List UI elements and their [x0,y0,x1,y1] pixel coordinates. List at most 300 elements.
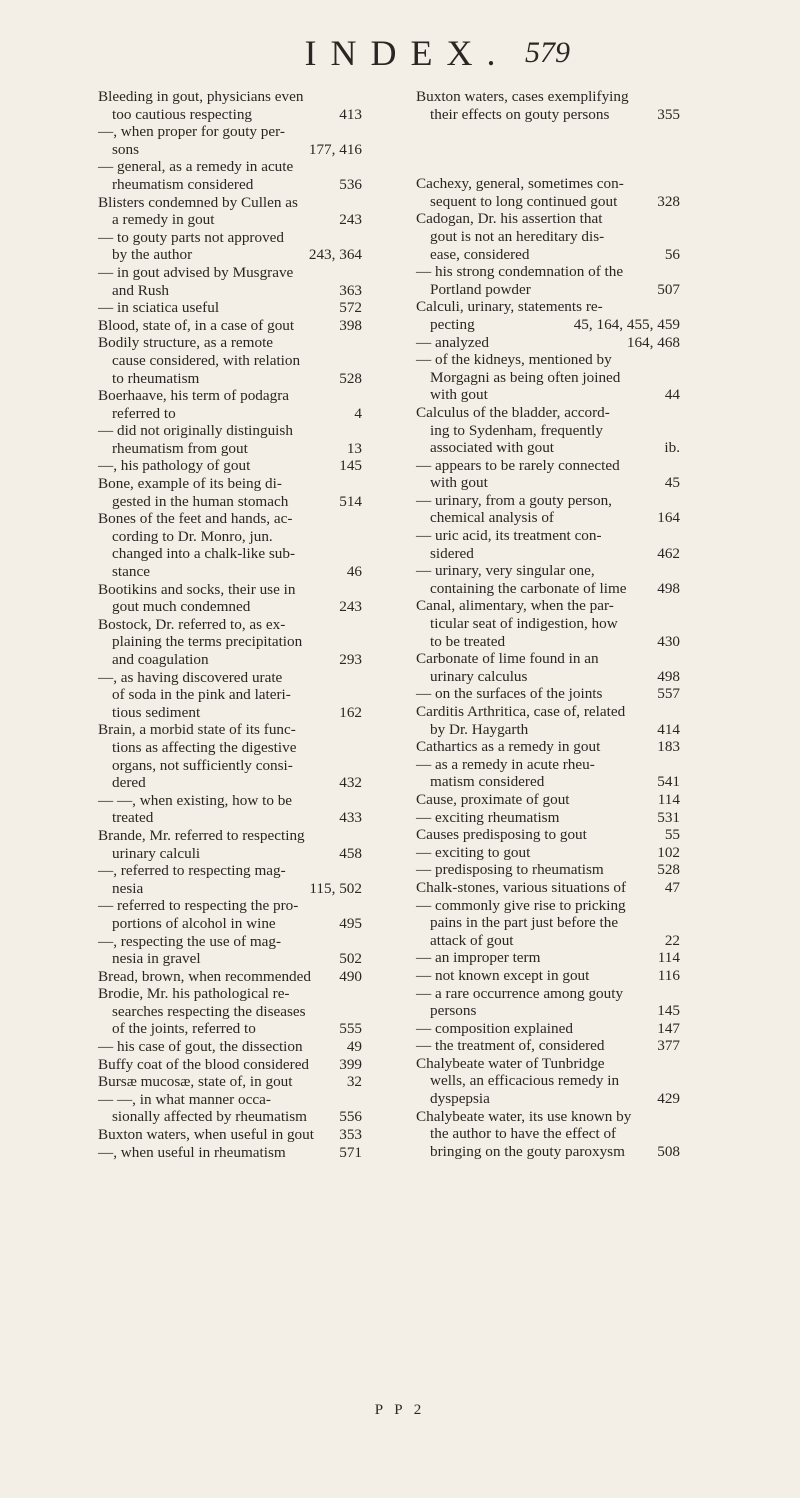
entry-page-ref: 243 [339,211,362,229]
entry-text: Bleeding in gout, physicians even [98,88,304,105]
entry-text: Buxton waters, cases exemplifying [416,88,629,105]
index-entry-line [416,545,680,563]
entry-text: — exciting to gout [416,843,531,861]
left-index-column [98,88,362,1161]
entry-text: cording to Dr. Monro, jun. [112,527,273,545]
index-entry-line [416,703,680,721]
entry-text: — of the kidneys, mentioned by [416,351,612,369]
index-entry-line [98,88,362,106]
entry-text: plaining the terms precipitation [112,633,303,651]
entry-text: Brodie, Mr. his pathological re- [98,985,290,1003]
entry-text: Bootikins and socks, their use in [98,580,296,598]
entry-text: dered [112,774,146,792]
entry-text: — uric acid, its treatment con- [416,527,602,545]
index-entry-line [98,1003,362,1021]
index-entry-line [416,1002,680,1020]
entry-text: — a rare occurrence among gouty [416,984,624,1002]
index-entry-line [416,509,680,527]
entry-text: matism considered [430,773,545,791]
entry-text: — —, in what manner occa- [98,1090,271,1108]
index-entry-line [98,827,362,845]
index-entry-line [98,264,362,282]
entry-text: — general, as a remedy in acute [98,158,294,176]
index-entry-line [98,968,362,986]
entry-text: searches respecting the diseases [112,1002,306,1020]
index-entry-line [98,387,362,405]
entry-page-ref: 531 [657,808,680,826]
entry-text: pains in the part just before the [430,914,619,932]
index-entry-line [416,809,680,827]
index-entry-line [416,193,680,211]
entry-text: Boerhaave, his term of podagra [98,387,290,405]
index-entry-line [98,528,362,546]
entry-text: — in gout advised by Musgrave [98,263,294,281]
entry-text: bringing on the gouty paroxysm [430,1142,625,1160]
entry-text: sionally affected by rheumatism [112,1108,307,1126]
entry-text: by Dr. Haygarth [430,720,529,738]
index-entry-line [98,457,362,475]
entry-text: rheumatism from gout [112,439,248,457]
index-entry-line [98,880,362,898]
entry-page-ref: 458 [339,844,362,862]
entry-page-ref: 555 [339,1020,362,1038]
entry-text: Canal, alimentary, when the par- [416,597,614,615]
entry-text: Bodily structure, as a remote [98,334,274,352]
entry-page-ref: 508 [657,1142,680,1160]
index-entry-line [98,422,362,440]
entry-page-ref: 243 [339,598,362,616]
index-entry-line [416,404,680,422]
index-entry-line [98,897,362,915]
entry-text: — exciting rheumatism [416,808,560,826]
entry-text: Portland powder [430,280,531,298]
entry-page-ref: 116 [657,966,680,984]
entry-text: sidered [430,544,474,562]
index-entry-line [98,809,362,827]
entry-text: by the author [112,246,193,264]
right-index-column [416,88,680,1160]
entry-page-ref: 164 [657,509,680,527]
entry-text: Brande, Mr. referred to respecting [98,826,305,844]
entry-text: — to gouty parts not approved [98,228,285,246]
entry-text: Blisters condemned by Cullen as [98,193,298,211]
index-entry-line [416,1143,680,1161]
entry-text: —, as having discovered urate [98,668,283,686]
entry-page-ref: 556 [339,1108,362,1126]
entry-text: to rheumatism [112,369,200,387]
entry-text: their effects on gouty persons [430,105,610,123]
entry-page-ref: 56 [664,245,680,263]
index-entry-line [98,370,362,388]
index-entry-line [98,1091,362,1109]
entry-page-ref: 353 [339,1126,362,1144]
index-entry-line [98,933,362,951]
index-entry-line [416,597,680,615]
entry-text: — commonly give rise to pricking [416,896,626,914]
entry-text: — not known except in gout [416,966,590,984]
index-entry-line [416,351,680,369]
entry-text: and coagulation [112,651,209,668]
index-entry-line [416,228,680,246]
index-entry-line [98,704,362,722]
entry-text: wells, an efficacious remedy in [430,1072,620,1090]
entry-text: cause considered, with relation [112,351,301,369]
entry-page-ref: 498 [657,579,680,597]
entry-page-ref: 572 [339,299,362,317]
entry-text: Bread, brown, when recommended [98,967,311,985]
index-entry-line [416,897,680,915]
entry-text: Calculus of the bladder, accord- [416,403,610,421]
index-entry-line [416,562,680,580]
entry-page-ref: 413 [339,105,362,123]
entry-text: sequent to long continued gout [430,192,618,210]
entry-page-ref: 557 [657,685,680,703]
entry-text: urinary calculi [112,844,201,862]
entry-page-ref: 462 [657,544,680,562]
index-entry-line [98,158,362,176]
index-entry-line [98,757,362,775]
entry-text: and Rush [112,281,169,299]
entry-page-ref: 507 [657,280,680,298]
entry-text: Cathartics as a remedy in gout [416,738,601,756]
index-entry-line [416,334,680,352]
index-entry-line [98,211,362,229]
index-entry-line [98,141,362,159]
index-entry-line [416,1037,680,1055]
entry-text: containing the carbonate of lime [430,579,627,597]
entry-page-ref: 399 [339,1055,362,1073]
entry-text: — the treatment of, considered [416,1037,605,1055]
entry-text: — —, when existing, how to be [98,791,293,809]
index-entry-line [98,510,362,528]
entry-text: nesia in gravel [112,950,201,968]
index-entry-line [416,685,680,703]
index-entry-line [98,123,362,141]
entry-text: attack of gout [430,931,514,949]
index-entry-line [416,844,680,862]
entry-page-ref: 162 [339,703,362,721]
index-entry-line [416,246,680,264]
entry-text: Bone, example of its being di- [98,475,282,493]
entry-page-ref: 45 [664,474,680,492]
entry-text: ing to Sydenham, frequently [430,421,603,439]
entry-text: sons [112,140,140,158]
index-entry-line [416,474,680,492]
index-entry-line [98,633,362,651]
index-entry-line [416,985,680,1003]
entry-text: — his strong condemnation of the [416,263,624,281]
index-entry-line [98,1020,362,1038]
index-entry-line [416,88,680,106]
entry-text: persons [430,1002,477,1020]
entry-page-ref: 430 [657,632,680,650]
entry-page-ref: 414 [657,720,680,738]
index-entry-line [98,1126,362,1144]
entry-text: urinary calculus [430,667,528,685]
entry-page-ref: 528 [339,369,362,387]
entry-page-ref: 514 [339,492,362,510]
index-entry-line [98,334,362,352]
entry-text: too cautious respecting [112,105,253,123]
entry-text: Bursæ mucosæ, state of, in gout [98,1073,293,1091]
entry-text: — did not originally distinguish [98,422,293,440]
entry-text: Buxton waters, when useful in gout [98,1126,314,1144]
entry-text: — in sciatica useful [98,299,220,317]
index-entry-line [416,756,680,774]
index-entry-line [98,774,362,792]
index-entry-line [416,879,680,897]
index-entry-line [98,229,362,247]
index-entry-line [416,1090,680,1108]
index-entry-line [416,527,680,545]
entry-page-ref: 398 [339,316,362,334]
index-entry-line [416,316,680,334]
entry-text: Brain, a morbid state of its func- [98,721,296,739]
index-entry-line [98,792,362,810]
entry-page-ref: 541 [657,773,680,791]
index-entry-line [98,845,362,863]
entry-page-ref: 293 [339,651,362,668]
entry-text: Carbonate of lime found in an [416,650,599,668]
entry-page-ref: 328 [657,192,680,210]
entry-text: —, referred to respecting mag- [98,862,286,880]
entry-page-ref: 4 [354,404,362,422]
entry-text: gested in the human stomach [112,492,289,510]
entry-text: to be treated [430,632,506,650]
index-entry-line [98,950,362,968]
index-entry-line [416,914,680,932]
entry-text: Cachexy, general, sometimes con- [416,175,624,193]
entry-text: —, when proper for gouty per- [98,123,285,141]
entry-text: — appears to be rarely connected [416,456,620,474]
index-title: INDEX. [304,33,510,73]
index-entry-line [98,686,362,704]
entry-text: —, his pathology of gout [98,457,251,475]
entry-page-ref: 114 [657,949,680,967]
index-entry-line [98,1073,362,1091]
index-entry-line [98,282,362,300]
entry-page-ref: 115, 502 [309,879,362,897]
entry-page-ref: 571 [339,1143,362,1161]
entry-page-ref: 44 [664,386,680,404]
entry-text: the author to have the effect of [430,1125,617,1143]
entry-text: — analyzed [416,333,489,351]
entry-page-ref: 102 [657,843,680,861]
index-entry-line [98,194,362,212]
entry-text: Blood, state of, in a case of gout [98,316,295,334]
entry-page-ref: 183 [657,738,680,756]
index-entry-line [416,721,680,739]
entry-page-ref: 164, 468 [626,333,680,351]
index-entry-line [98,721,362,739]
index-entry-line [416,263,680,281]
entry-text: Morgagni as being often joined [430,368,621,386]
index-entry-line [416,773,680,791]
index-entry-line [98,475,362,493]
index-entry-line [98,616,362,634]
index-entry-line [98,862,362,880]
page-number: 579 [525,36,570,69]
entry-text: of soda in the pink and lateri- [112,686,291,704]
index-entry-line [416,281,680,299]
entry-text: gout is not an hereditary dis- [430,227,605,245]
entry-text: changed into a chalk-like sub- [112,545,296,563]
index-entry-line [98,440,362,458]
entry-text: Carditis Arthritica, case of, related [416,703,626,720]
entry-page-ref: ib. [664,439,680,457]
index-entry-line [416,492,680,510]
entry-text: — urinary, very singular one, [416,562,595,580]
index-entry-line [416,861,680,879]
entry-text: of the joints, referred to [112,1020,256,1038]
index-entry-line [416,298,680,316]
entry-text: treated [112,809,154,827]
entry-text: — an improper term [416,949,541,967]
entry-page-ref: 490 [339,967,362,985]
index-entry-line [416,369,680,387]
entry-page-ref: 114 [657,790,680,808]
index-entry-line [416,791,680,809]
index-entry-line [416,1125,680,1143]
index-entry-line [98,352,362,370]
page-header [0,24,800,84]
index-entry-line [416,1055,680,1073]
index-entry-line [98,1038,362,1056]
entry-page-ref: 22 [664,931,680,949]
entry-text: Buffy coat of the blood considered [98,1055,310,1073]
index-entry-line [416,580,680,598]
index-entry-line [416,615,680,633]
index-entry-line [416,457,680,475]
index-entry-line [98,985,362,1003]
entry-page-ref: 498 [657,667,680,685]
entry-text: stance [112,563,150,581]
entry-page-ref: 147 [657,1019,680,1037]
entry-page-ref: 145 [657,1002,680,1020]
index-entry-line [416,422,680,440]
signature-mark: P P 2 [374,1402,426,1418]
entry-text: gout much condemned [112,598,251,616]
index-entry-line [98,1108,362,1126]
index-entry-line [416,1072,680,1090]
entry-page-ref: 528 [657,861,680,879]
index-entry-line [416,949,680,967]
index-entry-line [98,317,362,335]
entry-text: pecting [430,315,475,333]
index-entry-line [98,1056,362,1074]
index-entry-line [98,106,362,124]
entry-text: — on the surfaces of the joints [416,685,603,703]
entry-page-ref: 45, 164, 455, 459 [573,315,680,333]
entry-text: Calculi, urinary, statements re- [416,298,603,316]
entry-page-ref: 13 [346,439,362,457]
entry-page-ref: 502 [339,950,362,968]
index-entry-line [416,175,680,193]
entry-page-ref: 243, 364 [308,246,362,264]
index-entry-line [98,1144,362,1162]
entry-page-ref: 495 [339,914,362,932]
entry-page-ref: 32 [346,1073,362,1091]
entry-text: — predisposing to rheumatism [416,861,604,879]
entry-text: Bostock, Dr. referred to, as ex- [98,615,286,633]
entry-text: dyspepsia [430,1090,490,1108]
entry-text: tious sediment [112,703,201,721]
index-entry-line [416,210,680,228]
index-entry-line [98,405,362,423]
entry-text: Bones of the feet and hands, ac- [98,510,293,528]
entry-page-ref: 433 [339,809,362,827]
entry-text: — his case of gout, the dissection [98,1038,303,1056]
index-entry-line [416,967,680,985]
index-entry-line [416,386,680,404]
entry-page-ref: 145 [339,457,362,475]
entry-text: rheumatism considered [112,175,254,193]
entry-text: — as a remedy in acute rheu- [416,755,595,773]
index-entry-line [98,246,362,264]
index-entry-line [416,668,680,686]
index-entry-line [98,545,362,563]
entry-page-ref: 47 [664,878,680,896]
entry-page-ref: 377 [657,1037,680,1055]
index-entry-line [98,176,362,194]
index-entry-line [98,581,362,599]
entry-text: chemical analysis of [430,509,554,527]
entry-text: Cadogan, Dr. his assertion that [416,210,603,228]
index-entry-line [98,915,362,933]
entry-text: referred to [112,404,176,422]
entry-text: — composition explained [416,1019,573,1037]
entry-page-ref: 55 [664,826,680,844]
entry-page-ref: 363 [339,281,362,299]
index-entry-line [416,1020,680,1038]
entry-text: ticular seat of indigestion, how [430,615,618,633]
index-entry-line [416,932,680,950]
entry-text: — referred to respecting the pro- [98,897,299,915]
entry-text: tions as affecting the digestive [112,738,297,756]
entry-page-ref: 177, 416 [308,140,362,158]
index-entry-line [98,669,362,687]
entry-page-ref: 49 [346,1038,362,1056]
index-entry-line [416,826,680,844]
index-entry-line [98,493,362,511]
index-entry-line [416,633,680,651]
entry-text: Chalybeate water, its use known by [416,1107,632,1125]
entry-text: nesia [112,879,144,897]
entry-text: with gout [430,474,488,492]
entry-text: — urinary, from a gouty person, [416,491,612,509]
entry-text: Chalk-stones, various situations of [416,878,627,896]
index-entry-line [416,439,680,457]
index-entry-line [416,738,680,756]
entry-text: with gout [430,386,488,404]
entry-text: organs, not sufficiently consi- [112,756,293,774]
entry-text: Cause, proximate of gout [416,790,570,808]
entry-text: a remedy in gout [112,211,215,229]
entry-text: Causes predisposing to gout [416,826,587,844]
index-entry-line [98,299,362,317]
index-entry-line [416,1108,680,1126]
entry-text: portions of alcohol in wine [112,914,276,932]
entry-text: —, respecting the use of mag- [98,932,282,950]
index-entry-line [98,651,362,669]
index-entry-line [98,563,362,581]
column-gap [416,123,680,175]
entry-text: —, when useful in rheumatism [98,1143,286,1161]
index-entry-line [416,650,680,668]
index-entry-line [98,598,362,616]
entry-text: associated with gout [430,439,555,457]
entry-page-ref: 536 [339,175,362,193]
